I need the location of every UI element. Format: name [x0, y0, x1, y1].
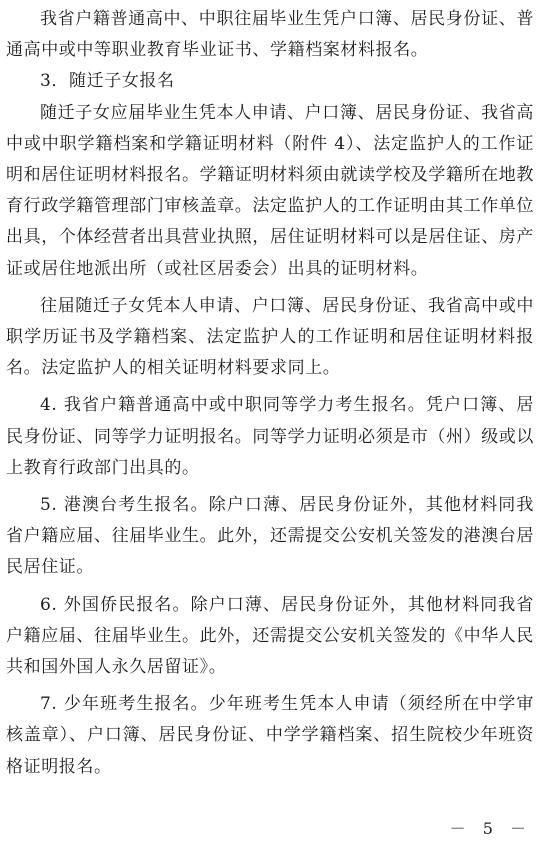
paragraph-migrant-current: 随迁子女应届毕业生凭本人申请、户口簿、居民身份证、我省高中或中职学籍档案和学籍证明材料（附件 4）、法定监护人的工作证明和居住证明材料报名。学籍证明材料须由就读学校及学籍所在地教育行政学籍管理部门审核盖章。法定监护人的工作证明由其工作单位出具，个体经营者出具营业执照，居住证明材料可以是居住证、房产证或居住地派出所（或社区居委会）出具的证明材料。	[6, 102, 534, 279]
paragraph-youth-class: 7. 少年班考生报名。少年班考生凭本人申请（须经所在中学审核盖章）、户口簿、居民身份证、中学学籍档案、招生院校少年班资格证明报名。	[6, 694, 534, 777]
paragraph-graduates: 我省户籍普通高中、中职往届毕业生凭户口簿、居民身份证、普通高中或中等职业教育毕业证书、学籍档案材料报名。	[6, 9, 534, 61]
page-number: － 5 －	[449, 819, 532, 838]
paragraph-foreign-residents: 6. 外国侨民报名。除户口薄、居民身份证外，其他材料同我省户籍应届、往届毕业生。此外，还需提交公安机关签发的《中华人民共和国外国人永久居留证》。	[6, 594, 534, 678]
section-heading-migrant-children: 3．随迁子女报名	[40, 71, 175, 92]
paragraph-migrant-previous: 往届随迁子女凭本人申请、户口簿、居民身份证、我省高中或中职学历证书及学籍档案、法定监护人的工作证明和居住证明材料报名。法定监护人的相关证明材料要求同上。	[6, 295, 534, 379]
document-body	[6, 4, 534, 783]
paragraph-hk-macao-taiwan: 5. 港澳台考生报名。除户口薄、居民身份证外，其他材料同我省户籍应届、往届毕业生。此外，还需提交公安机关签发的港澳台居民居住证。	[6, 495, 534, 578]
paragraph-equivalent-education: 4. 我省户籍普通高中或中职同等学力考生报名。凭户口簿、居民身份证、同等学力证明报名。同等学力证明必须是市（州）级或以上教育行政部门出具的。	[6, 395, 534, 478]
